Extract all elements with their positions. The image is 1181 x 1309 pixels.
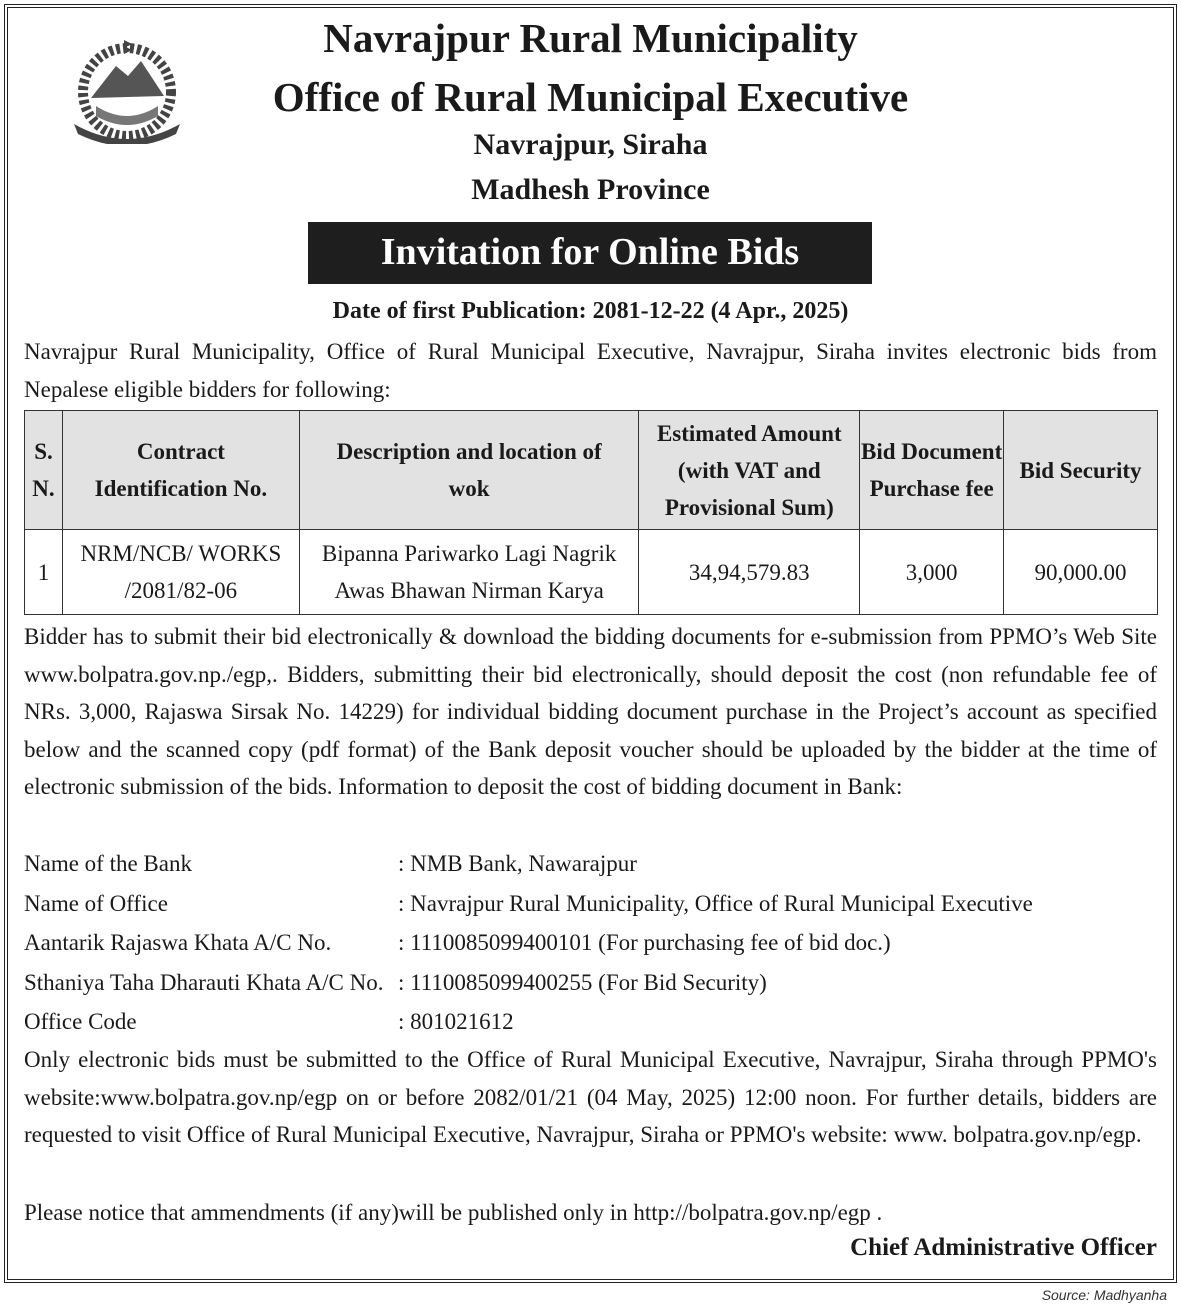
- cell-purchase-fee: 3,000: [860, 530, 1004, 615]
- table-row: [25, 530, 1158, 615]
- cell-sn: 1: [25, 530, 63, 615]
- bid-table: [24, 410, 1158, 615]
- header-sn: S. N.: [25, 411, 63, 530]
- publication-date: Date of first Publication: 2081-12-22 (4 Apr., 2025): [332, 298, 849, 324]
- bank-value: : 1110085099400101 (For purchasing fee of bid doc.): [398, 930, 891, 955]
- bank-row: [24, 844, 1033, 884]
- municipality-title: Navrajpur Rural Municipality: [323, 15, 858, 61]
- bank-value: : 801021612: [398, 1009, 514, 1034]
- intro-paragraph: Navrajpur Rural Municipality, Office of Rural Municipal Executive, Navrajpur, Siraha invites electronic bids from Nepalese eligible bidders for following:: [24, 339, 1157, 402]
- bank-row: [24, 963, 1033, 1003]
- notice-banner: Invitation for Online Bids: [308, 222, 872, 284]
- bank-row: [24, 1002, 1033, 1042]
- bank-label: Name of Office: [24, 890, 168, 916]
- cell-description: Bipanna Pariwarko Lagi Nagrik Awas Bhawan Nirman Karya: [299, 530, 639, 615]
- header-purchase-fee: Bid Document Purchase fee: [860, 411, 1004, 530]
- header-description: Description and location of wok: [299, 411, 639, 530]
- bank-value: : NMB Bank, Nawarajpur: [398, 851, 637, 876]
- province-line: Madhesh Province: [471, 173, 710, 206]
- bank-label: Office Code: [24, 1009, 137, 1034]
- bank-label: Sthaniya Taha Dharauti Khata A/C No.: [24, 969, 384, 995]
- bank-label: Name of the Bank: [24, 851, 192, 876]
- cell-bid-security: 90,000.00: [1004, 530, 1158, 615]
- location-line: Navrajpur, Siraha: [473, 128, 708, 161]
- header-estimated-amount: Estimated Amount (with VAT and Provisional Sum): [639, 411, 860, 530]
- submission-paragraph: Bidder has to submit their bid electronically & download the bidding documents for e-submission from PPMO’s Web Site www.bolpatra.gov.np./egp,. Bidders, submitting their bid electronically, should deposit the cost (non refundable fee of NRs. 3,000, Rajaswa Sirsak No. 14229) for individual bidding document purchase in the Project’s account as specified below and the scanned copy (pdf format) of the Bank deposit voucher should be uploaded by the bidder at the time of electronic submission of the bids. Information to deposit the cost of bidding document in Bank:: [24, 624, 1157, 799]
- bank-value: : 1110085099400255 (For Bid Security): [398, 969, 767, 995]
- bank-label: Aantarik Rajaswa Khata A/C No.: [24, 930, 332, 955]
- deadline-paragraph: Only electronic bids must be submitted to the Office of Rural Municipal Executive, Navrajpur, Siraha through PPMO's website:www.bolpatra.gov.np/egp on or before 2082/01/21 (04 May, 2025) 12:00 noon. For further details, bidders are requested to visit Office of Rural Municipal Executive, Navrajpur, Siraha or PPMO's website: www. bolpatra.gov.np/egp.: [24, 1047, 1157, 1147]
- signature: Chief Administrative Officer: [850, 1234, 1157, 1261]
- header-contract-id: Contract Identification No.: [62, 411, 299, 530]
- header-bid-security: Bid Security: [1004, 411, 1158, 530]
- source-credit: Source: Madhyanha: [1041, 1287, 1167, 1303]
- table-header-row: [25, 411, 1158, 530]
- bank-row: [24, 923, 1033, 963]
- bank-value: : Navrajpur Rural Municipality, Office of Rural Municipal Executive: [398, 890, 1033, 916]
- office-title: Office of Rural Municipal Executive: [272, 74, 909, 120]
- amendment-notice: Please notice that ammendments (if any)will be published only in http://bolpatra.gov.np/egp .: [24, 1200, 883, 1225]
- bank-details: [24, 844, 1033, 1042]
- bank-row: [24, 884, 1033, 924]
- cell-estimated-amount: 34,94,579.83: [639, 530, 860, 615]
- cell-contract-id: NRM/NCB/ WORKS /2081/82-06: [62, 530, 299, 615]
